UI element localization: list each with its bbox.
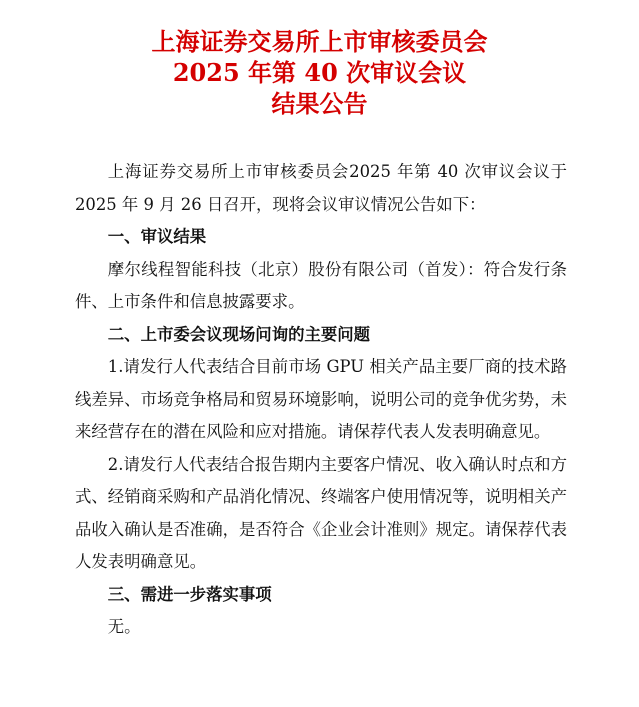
question-2-paragraph: 2.请发行人代表结合报告期内主要客户情况、收入确认时点和方式、经销商采购和产品消化情况、终端客户使用情况等，说明相关产品收入确认是否准确，是否符合《企业会计准则》规定。请保荐代表人发表明确意见。 [75, 454, 567, 571]
announcement-title [0, 26, 639, 119]
intro-paragraph: 上海证券交易所上市审核委员会2025 年第 40 次审议会议于 2025 年 9 月 26 日召开，现将会议审议情况公告如下： [75, 162, 567, 214]
section-heading-review-result: 一、审议结果 [107, 227, 207, 246]
title-line-3: 结果公告 [271, 89, 368, 118]
title-line-1: 上海证券交易所上市审核委员会 [151, 27, 488, 56]
further-items-paragraph: 无。 [107, 617, 141, 636]
title-line-2: 2025 年第 40 次审议会议 [172, 58, 467, 87]
section-heading-main-questions: 二、上市委会议现场问询的主要问题 [107, 324, 371, 344]
review-result-paragraph: 摩尔线程智能科技（北京）股份有限公司（首发）：符合发行条件、上市条件和信息披露要求。 [75, 259, 567, 311]
question-1-paragraph: 1.请发行人代表结合目前市场 GPU 相关产品主要厂商的技术路线差异、市场竞争格局和贸易环境影响，说明公司的竞争优劣势，未来经营存在的潜在风险和应对措施。请保荐代表人发表明确意见。 [75, 357, 567, 441]
section-heading-further-items: 三、需进一步落实事项 [107, 584, 272, 604]
announcement-body [75, 156, 567, 644]
